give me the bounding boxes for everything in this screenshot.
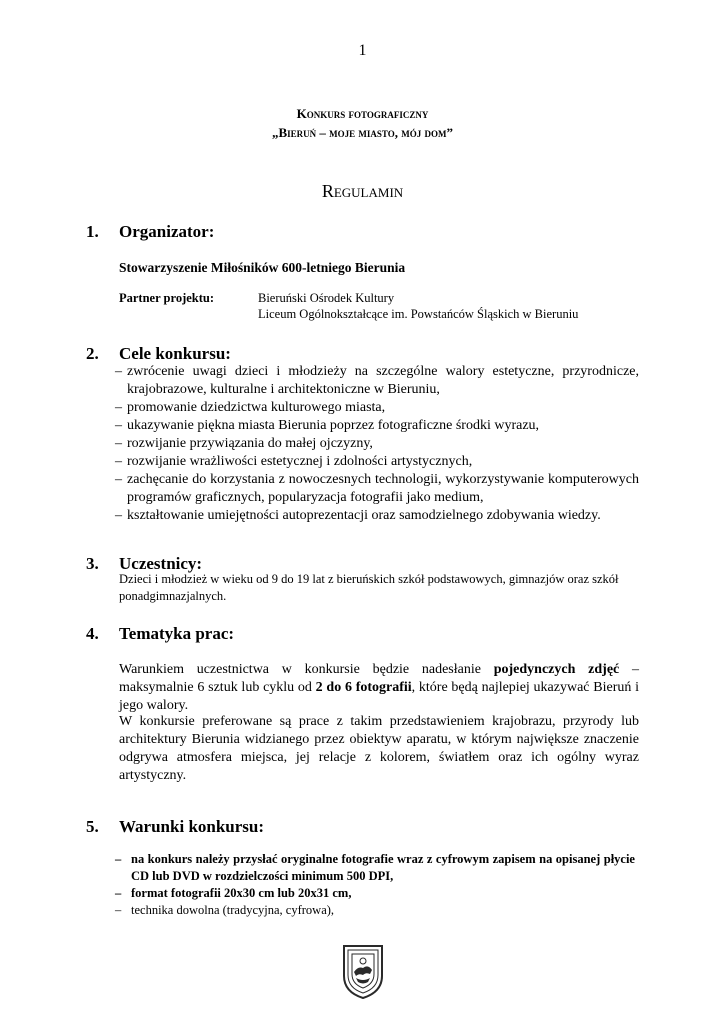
list-item	[115, 417, 639, 435]
goals-list	[115, 363, 639, 525]
bullet-dash: –	[115, 886, 122, 900]
theme-paragraph-1	[119, 661, 639, 715]
section-4-title: Tematyka prac:	[119, 624, 235, 643]
goal-text: zwrócenie uwagi dzieci i młodzieży na szczególne walory estetyczne, przyrodnicze, krajobrazowe, kulturalne i architektoniczne w Bieruniu,	[127, 364, 639, 397]
section-5-title: Warunki konkursu:	[119, 817, 265, 836]
goal-text: zachęcanie do korzystania z nowoczesnych technologii, wykorzystywanie komputerowych programów graficznych, popularyzacja fotografii jako medium,	[127, 472, 639, 505]
series-emphasis: 2 do 6 fotografii	[315, 680, 412, 695]
theme-text: , które będą najlepiej ukazywać Bieruń i jego walory.	[119, 680, 639, 713]
list-item	[115, 435, 639, 453]
seal-logo-icon	[340, 942, 386, 1000]
partner-label: Partner projektu:	[119, 291, 215, 305]
condition-text: na konkurs należy przysłać oryginalne fotografie wraz z cyfrowym zapisem na opisanej płycie CD lub DVD w rozdzielczości minimum 500 DPI,	[131, 852, 635, 883]
partner-1: Bieruński Ośrodek Kultury	[258, 291, 395, 305]
bullet-dash: –	[115, 903, 122, 917]
list-item	[115, 902, 635, 919]
regulations-heading: Regulamin	[321, 181, 404, 201]
goal-text: kształtowanie umiejętności autoprezentacji oraz samodzielnego zdobywania wiedzy.	[127, 508, 601, 523]
page-number: 1	[358, 42, 367, 59]
list-item	[115, 453, 639, 471]
section-1-title: Organizator:	[119, 222, 215, 241]
condition-text: technika dowolna (tradycyjna, cyfrowa),	[131, 903, 335, 917]
theme-text: Warunkiem uczestnictwa w konkursie będzie nadesłanie	[119, 662, 494, 677]
conditions-list	[115, 851, 635, 919]
organizer-name: Stowarzyszenie Miłośników 600-letniego Bierunia	[119, 260, 406, 275]
section-2-title: Cele konkursu:	[119, 344, 231, 363]
contest-subtitle: „Bieruń – moje miasto, mój dom”	[271, 125, 453, 140]
theme-text: – maksymalnie 6 sztuk lub cyklu od	[119, 662, 640, 695]
list-item	[115, 507, 639, 525]
bullet-dash: –	[115, 400, 122, 415]
bullet-dash: –	[115, 472, 122, 487]
list-item	[115, 471, 639, 507]
section-1-number: 1.	[86, 222, 99, 241]
bullet-dash: –	[115, 364, 122, 379]
list-item	[115, 399, 639, 417]
partner-2: Liceum Ogólnokształcące im. Powstańców Śląskich w Bieruniu	[258, 307, 579, 321]
section-3-number: 3.	[86, 554, 99, 573]
section-4-number: 4.	[86, 624, 99, 643]
bullet-dash: –	[115, 852, 122, 866]
bullet-dash: –	[115, 508, 122, 523]
theme-paragraph-2: W konkursie preferowane są prace z takim przedstawieniem krajobrazu, przyrody lub architektury Bierunia widzianego przez obiektyw aparatu, w którym największe znaczenie odgrywa atmosfera miejsca, jej relacje z kolorem, światłem oraz ich ogólny wyraz artystyczny.	[119, 714, 639, 783]
goal-text: promowanie dziedzictwa kulturowego miasta,	[127, 400, 386, 415]
bullet-dash: –	[115, 454, 122, 469]
contest-title: Konkurs fotograficzny	[296, 106, 429, 121]
goal-text: rozwijanie wrażliwości estetycznej i zdolności artystycznych,	[127, 454, 473, 469]
goal-text: rozwijanie przywiązania do małej ojczyzny,	[127, 436, 373, 451]
condition-text: format fotografii 20x30 cm lub 20x31 cm,	[131, 886, 352, 900]
section-5-number: 5.	[86, 817, 99, 836]
single-photos-emphasis: pojedynczych zdjęć	[493, 662, 620, 677]
list-item	[115, 363, 639, 399]
bullet-dash: –	[115, 436, 122, 451]
bullet-dash: –	[115, 418, 122, 433]
goal-text: ukazywanie piękna miasta Bierunia poprzez fotograficzne środki wyrazu,	[127, 418, 540, 433]
section-3-title: Uczestnicy:	[119, 554, 203, 573]
participants-text: Dzieci i młodzież w wieku od 9 do 19 lat z bieruńskich szkół podstawowych, gimnazjów oraz szkół ponadgimnazjalnych.	[119, 572, 619, 603]
list-item	[115, 851, 635, 885]
section-2-number: 2.	[86, 344, 99, 363]
list-item	[115, 885, 635, 902]
